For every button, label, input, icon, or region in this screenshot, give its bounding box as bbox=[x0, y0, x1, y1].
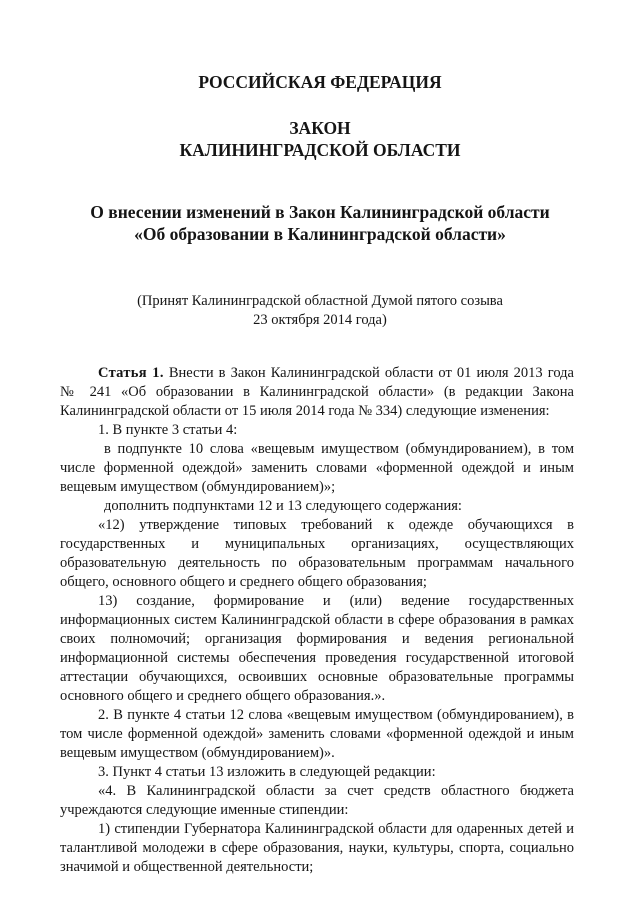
subpoint-13-text: 13) создание, формирование и (или) ведение государственных информационных систем Калининградской области в сфере образования в рамках своих полномочий; организация формирования и ведения региональной информационной системы обеспечения проведения государственной итоговой аттестации обучающихся, освоивших основные образовательные программы основного общего и среднего общего образования.». bbox=[60, 593, 574, 704]
item-1-add-subpoints: дополнить подпунктами 12 и 13 следующего содержания: bbox=[104, 498, 462, 514]
adoption-note-line1: (Принят Калининградской областной Думой пятого созыва bbox=[137, 293, 503, 309]
subpoint-12-text: «12) утверждение типовых требований к одежде обучающихся в государственных и муниципальных организациях, осуществляющих образовательную деятельность по образовательным программам начального общего, основного общего и среднего общего образования; bbox=[60, 517, 574, 590]
article-label: Статья 1. bbox=[98, 365, 164, 381]
document-body bbox=[60, 364, 574, 877]
adoption-note-line2: 23 октября 2014 года) bbox=[253, 312, 387, 328]
country-heading: РОССИЙСКАЯ ФЕДЕРАЦИЯ bbox=[198, 72, 442, 92]
article-intro-text: Внести в Закон Калининградской области от 01 июля 2013 года № 241 «Об образовании в Калининградской области» (в редакции Закона Калининградской области от 15 июля 2014 года № 334) следующие изменения: bbox=[60, 365, 574, 419]
region-heading: КАЛИНИНГРАДСКОЙ ОБЛАСТИ bbox=[179, 140, 461, 160]
article-1-intro bbox=[60, 364, 574, 421]
item-1-heading: 1. В пункте 3 статьи 4: bbox=[98, 422, 238, 438]
item-3-quote: «4. В Калининградской области за счет средств областного бюджета учреждаются следующие именные стипендии: bbox=[60, 783, 574, 818]
law-heading: ЗАКОН bbox=[289, 118, 351, 138]
law-title-line1: О внесении изменений в Закон Калининградской области bbox=[90, 202, 550, 222]
item-2-text: 2. В пункте 4 статьи 12 слова «вещевым имуществом (обмундированием), в том числе форменной одеждой» заменить словами «форменной одеждой и иным вещевым имуществом (обмундированием)». bbox=[60, 707, 574, 761]
item-3-heading: 3. Пункт 4 статьи 13 изложить в следующей редакции: bbox=[98, 764, 436, 780]
item-1-subpoint-10: в подпункте 10 слова «вещевым имуществом (обмундированием), в том числе форменной одеждой» заменить словами «форменной одеждой и иным вещевым имуществом (обмундированием)»; bbox=[60, 441, 574, 495]
law-title-line2: «Об образовании в Калининградской области» bbox=[134, 224, 506, 244]
item-3-subpoint-1: 1) стипендии Губернатора Калининградской области для одаренных детей и талантливой молодежи в сфере образования, науки, культуры, спорта, социально значимой и общественной деятельности; bbox=[60, 821, 574, 875]
